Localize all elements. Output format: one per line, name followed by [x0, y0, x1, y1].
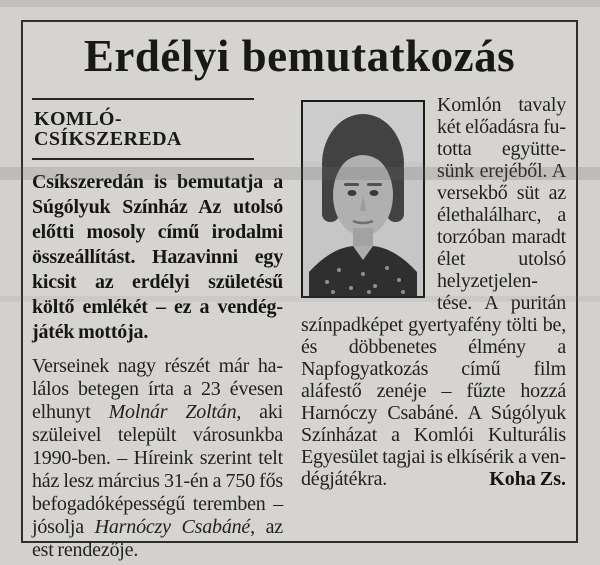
body-left-text: Verseinek nagy részét már halálos betegen írta a 23 évesen elhunyt: [32, 355, 283, 423]
portrait-photo: [301, 100, 425, 298]
body-paragraph-left: [32, 355, 283, 562]
right-column: [301, 94, 566, 562]
article-columns: [23, 82, 576, 562]
left-column: [32, 94, 283, 562]
body-left-text: , az est rendezője.: [32, 516, 283, 561]
kicker: [32, 98, 254, 160]
body-left-text: , aki szüleivel települt városunkba 1990-ben. – Híreink szerint telt ház lesz március 31-én a 750 fős befogadóképességű teremben – jósolja: [32, 401, 284, 538]
body-right-text: Komlón tavaly két előadásra futotta együttesünk erejéből. A versekbő süt az élethalálharc, a torzóban maradt élet utolsó helyzetjelentése. A puritán színpadképet gyertyafény tölti be, és döbbenetes élmény a Napfogyatkozás című film aláfestő zenéje – fűzte hozzá Harnóczy Csabáné. A Súgólyuk Színházat a Komlói Kulturális Egyesület tagjai is elkísérik a vendégjátékra.: [301, 94, 566, 490]
article-box: [21, 20, 578, 561]
lead-paragraph: Csíkszeredán is bemutatja a Súgólyuk Színház Az utolsó előtti mosoly című irodalmi összeállítást. Hazavinni egy kicsit az erdélyi születésű költő emlékét – ez a vendégjáték mottója.: [32, 171, 283, 343]
kicker-text: KOMLÓ-CSÍKSZEREDA: [34, 108, 182, 150]
portrait-illustration: [303, 102, 423, 296]
article-title: Erdélyi bemutatkozás: [83, 31, 516, 81]
name-molnar-zoltan: Molnár Zoltán: [108, 401, 237, 423]
scan-artifact-band: [0, 0, 600, 7]
byline: Koha Zs.: [489, 468, 566, 490]
name-harnoczy-csabane: Harnóczy Csabáné: [94, 516, 251, 538]
kicker-rule-bottom: [32, 158, 254, 160]
